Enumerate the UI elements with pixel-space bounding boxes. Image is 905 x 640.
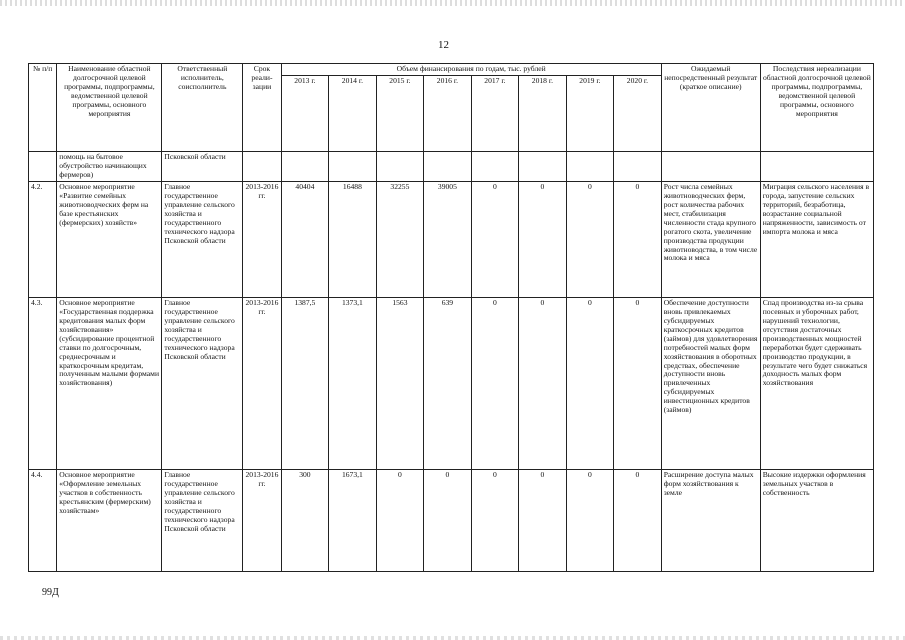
header-num: № п/п	[29, 64, 57, 152]
cell-name: Основное мероприятие «Развитие семейных животноводческих ферм на базе крестьянских (фермерских) хозяйств»	[57, 181, 162, 297]
header-year: 2016 г.	[424, 76, 472, 152]
cell-value: 300	[281, 469, 329, 571]
cell-value: 0	[614, 297, 662, 469]
header-name: Наименование областной долгосрочной целевой программы, подпрограммы, ведомственной целевой программы, основного мероприятия	[57, 64, 162, 152]
header-year: 2013 г.	[281, 76, 329, 152]
cell-result: Расширение доступа малых форм хозяйствования к земле	[661, 469, 760, 571]
cell-value: 0	[376, 469, 424, 571]
cell-consequence: Спад производства из-за срыва посевных и уборочных работ, нарушений технологии, отсутствия достаточных производственных мощностей переработки будет сдерживать производство продукции, в результате чего будет снижаться доходность малых форм хозяйствования	[760, 297, 873, 469]
cell-responsible: Псковской области	[162, 152, 243, 182]
cell-value: 1673,1	[329, 469, 377, 571]
header-year: 2014 г.	[329, 76, 377, 152]
cell-result: Рост числа семейных животноводческих ферм, рост количества рабочих мест, стабилизация численности стада крупного рогатого скота, увеличение производства продукции животноводства, в том числе молока и мяса	[661, 181, 760, 297]
header-year: 2017 г.	[471, 76, 519, 152]
header-year: 2018 г.	[519, 76, 567, 152]
cell-value: 0	[471, 469, 519, 571]
cell-num	[29, 152, 57, 182]
cell-responsible: Главное государственное управление сельского хозяйства и государственного технического надзора Псковской области	[162, 181, 243, 297]
cell-value: 1373,1	[329, 297, 377, 469]
cell-value: 1563	[376, 297, 424, 469]
cell-value: 0	[424, 469, 472, 571]
header-responsible: Ответственный исполнитель, соисполнитель	[162, 64, 243, 152]
table-row	[29, 181, 874, 297]
table-row-continuation	[29, 152, 874, 182]
cell-value: 0	[614, 181, 662, 297]
cell-value: 16488	[329, 181, 377, 297]
cell-num: 4.4.	[29, 469, 57, 571]
cell-value: 1387,5	[281, 297, 329, 469]
cell-value: 639	[424, 297, 472, 469]
table-row	[29, 469, 874, 571]
scan-edge-bottom	[0, 636, 905, 640]
cell-term: 2013-2016 гг.	[243, 297, 281, 469]
cell-value: 0	[519, 469, 567, 571]
program-table	[28, 63, 874, 572]
footer-code: 99Д	[42, 587, 59, 598]
cell-name: Основное мероприятие «Оформление земельных участков в собственность крестьянским (фермерским) хозяйствам»	[57, 469, 162, 571]
cell-result: Обеспечение доступности вновь привлекаемых субсидируемых краткосрочных кредитов (займов) для удовлетворения потребностей малых форм хозяйствования в оборотных средствах, обеспечение доступности вновь привлеченных субсидируемых инвестиционных кредитов (займов)	[661, 297, 760, 469]
cell-value: 32255	[376, 181, 424, 297]
cell-value: 0	[519, 297, 567, 469]
cell-value: 0	[614, 469, 662, 571]
cell-value: 39005	[424, 181, 472, 297]
cell-num: 4.2.	[29, 181, 57, 297]
header-year: 2020 г.	[614, 76, 662, 152]
header-year: 2015 г.	[376, 76, 424, 152]
cell-value: 0	[566, 469, 614, 571]
page-number: 12	[438, 39, 449, 51]
scan-edge-top	[0, 0, 905, 6]
cell-num: 4.3.	[29, 297, 57, 469]
header-funding: Объем финансирования по годам, тыс. рублей	[281, 64, 661, 76]
table-row	[29, 297, 874, 469]
cell-value: 0	[566, 181, 614, 297]
cell-consequence: Высокие издержки оформления земельных участков в собственность	[760, 469, 873, 571]
cell-consequence: Миграция сельского населения в города, запустение сельских территорий, безработица, возрастание социальной напряженности, зависимость от импорта молока и мяса	[760, 181, 873, 297]
cell-value: 0	[519, 181, 567, 297]
header-year: 2019 г.	[566, 76, 614, 152]
cell-term: 2013-2016 гг.	[243, 181, 281, 297]
cell-name: Основное мероприятие «Государственная поддержка кредитования малых форм хозяйствования» (субсидирование процентной ставки по долгосрочным, среднесрочным и краткосрочным кредитам, полученным малыми формами хозяйствования)	[57, 297, 162, 469]
header-consequence: Последствия нереализации областной долгосрочной целевой программы, подпрограммы, ведомственной целевой программы, основного мероприятия	[760, 64, 873, 152]
cell-value: 0	[566, 297, 614, 469]
header-result: Ожидаемый непосредственный результат (краткое описание)	[661, 64, 760, 152]
cell-value: 0	[471, 297, 519, 469]
cell-responsible: Главное государственное управление сельского хозяйства и государственного технического надзора Псковской области	[162, 297, 243, 469]
cell-value: 0	[471, 181, 519, 297]
cell-value: 40404	[281, 181, 329, 297]
header-term: Срок реали-зации	[243, 64, 281, 152]
cell-name: помощь на бытовое обустройство начинающих фермеров)	[57, 152, 162, 182]
cell-term: 2013-2016 гг.	[243, 469, 281, 571]
cell-responsible: Главное государственное управление сельского хозяйства и государственного технического надзора Псковской области	[162, 469, 243, 571]
